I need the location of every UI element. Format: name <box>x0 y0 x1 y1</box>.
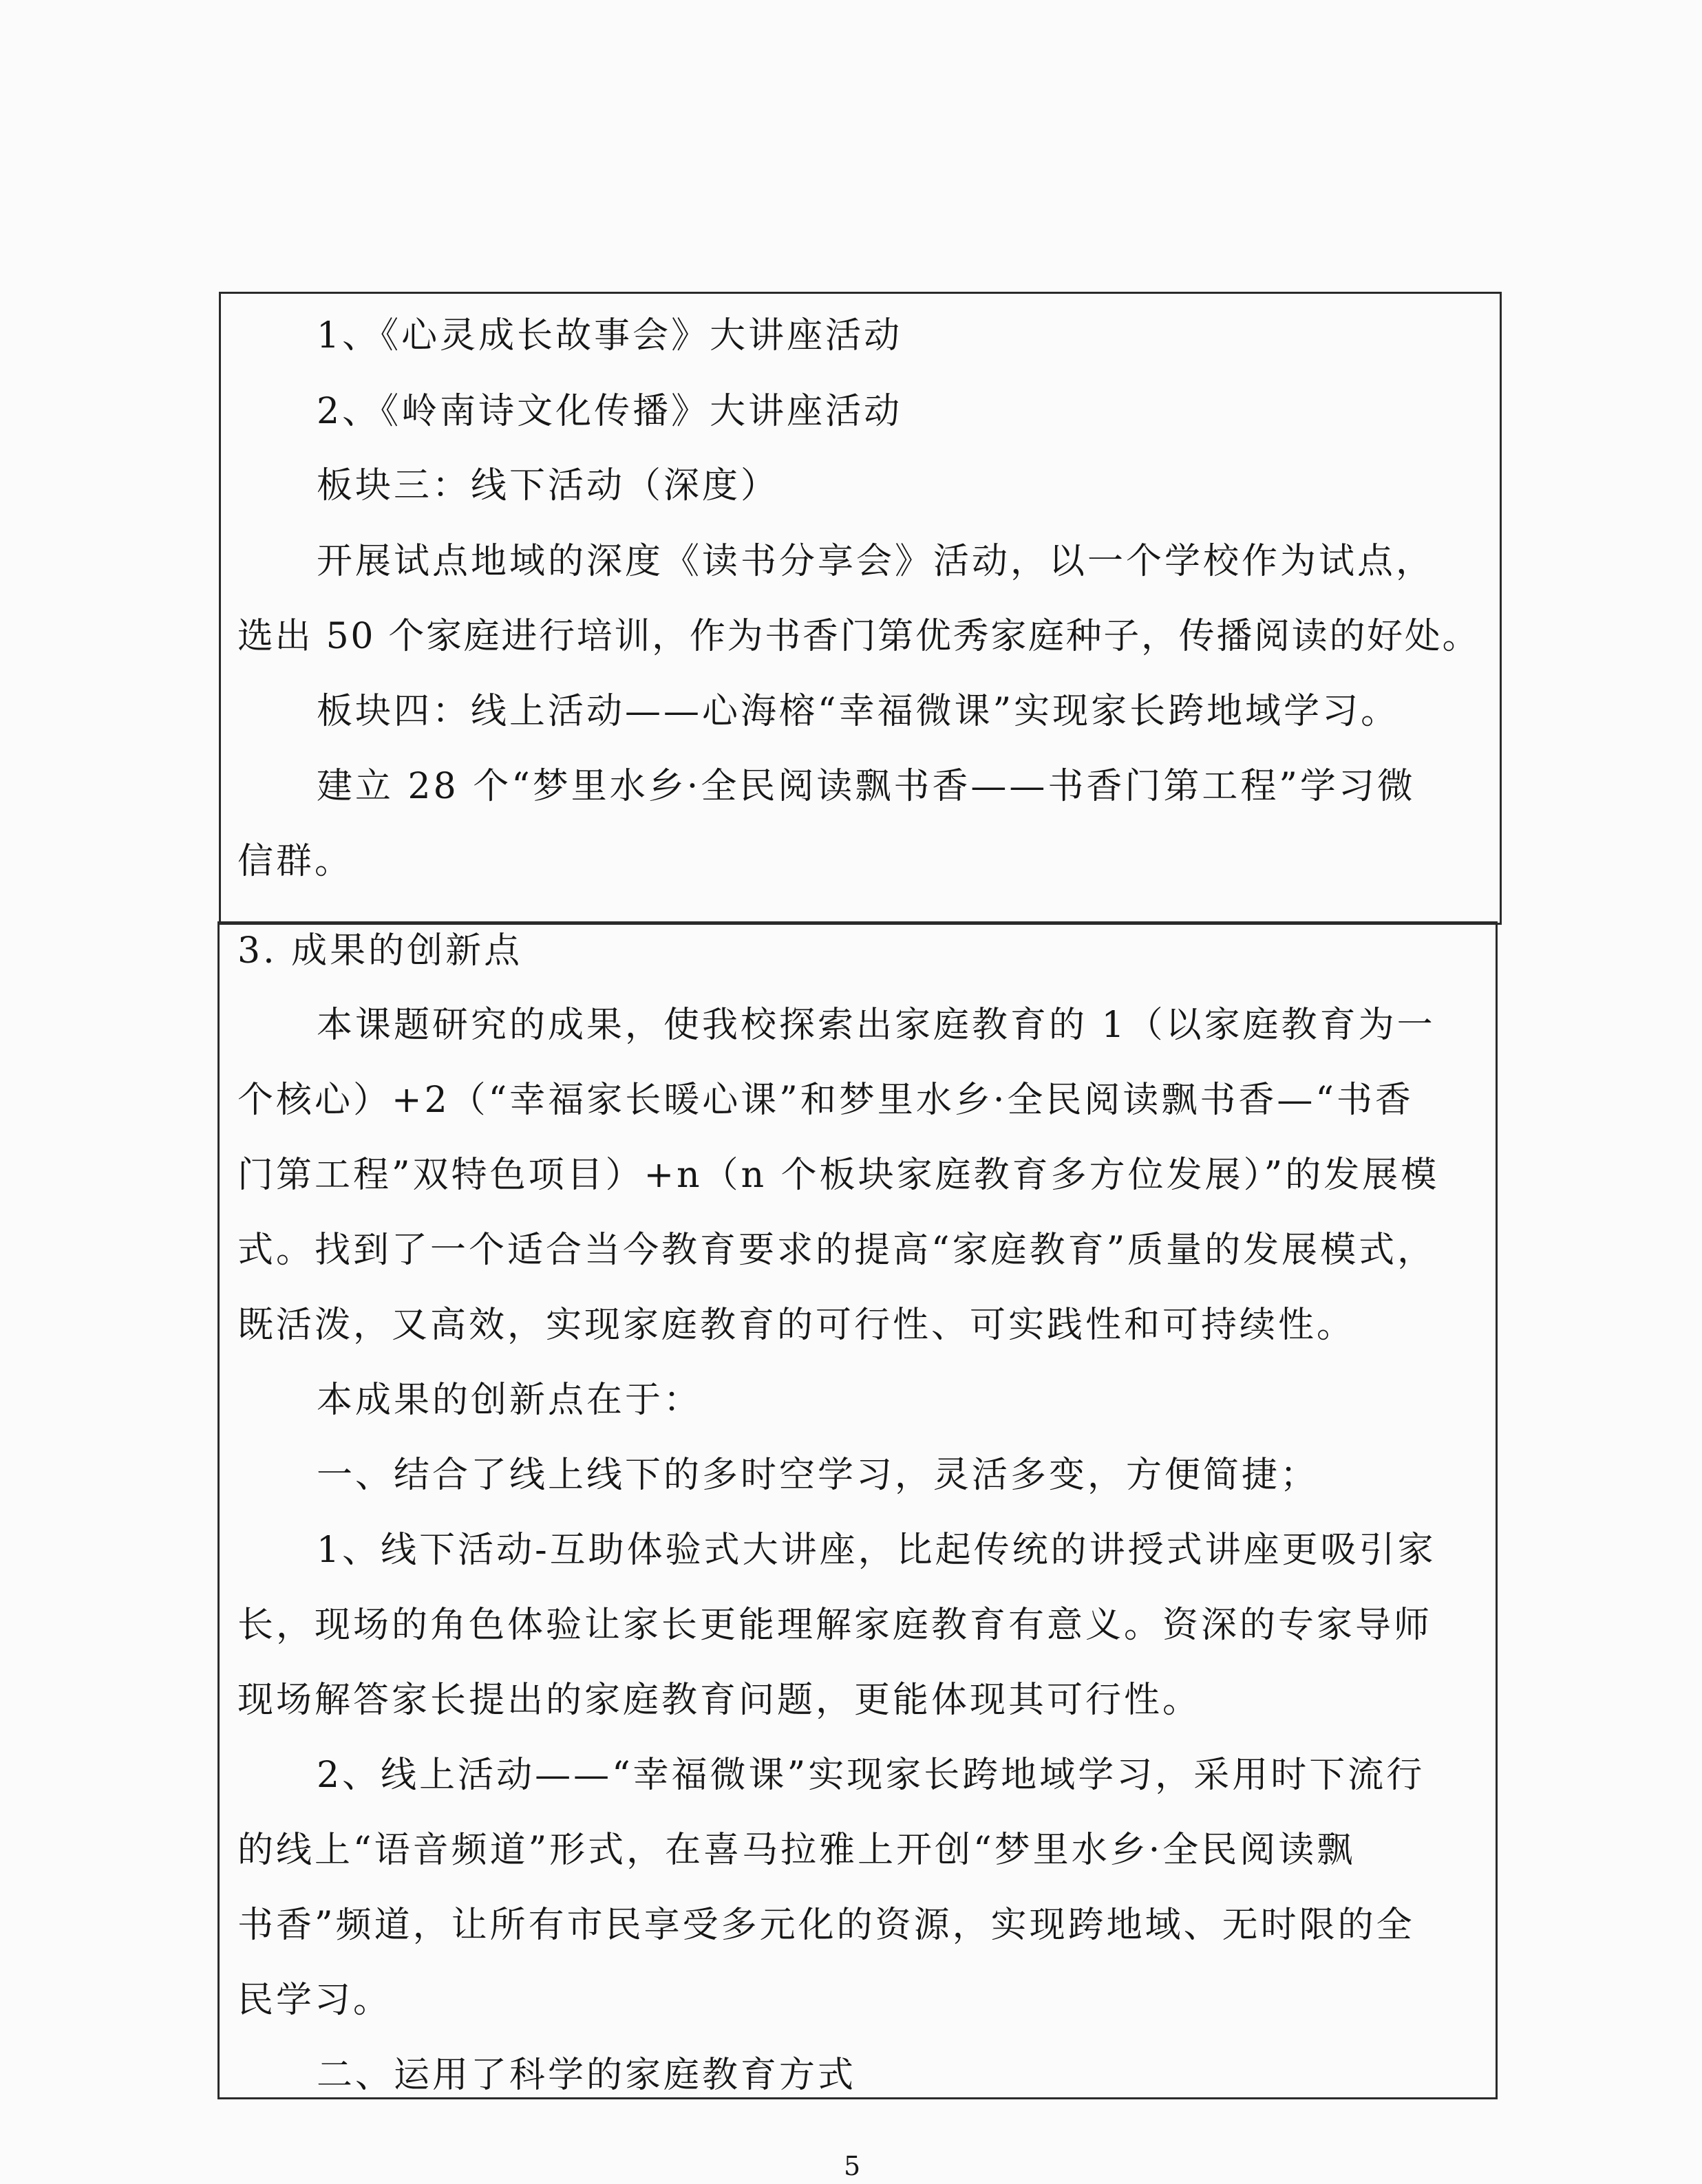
text-line: 板块三：线下活动（深度） <box>317 465 780 506</box>
text-line: 2、线上活动——“幸福微课”实现家长跨地域学习，采用时下流行 <box>317 1755 1425 1796</box>
text-line: 本成果的创新点在于： <box>317 1380 703 1421</box>
text-line: 门第工程”双特色项目）+n（n 个板块家庭教育多方位发展）”的发展模 <box>237 1155 1440 1196</box>
section-heading: 3. 成果的创新点 <box>237 930 523 972</box>
text-line: 1、《心灵成长故事会》大讲座活动 <box>317 315 903 356</box>
text-line: 现场解答家长提出的家庭教育问题，更能体现其可行性。 <box>237 1680 1202 1721</box>
page-number: 5 <box>844 2151 861 2181</box>
text-line: 1、线下活动-互助体验式大讲座，比起传统的讲授式讲座更吸引家 <box>317 1530 1436 1571</box>
text-line: 建立 28 个“梦里水乡·全民阅读飘书香——书香门第工程”学习微 <box>317 766 1416 807</box>
text-line: 本课题研究的成果，使我校探索出家庭教育的 1（以家庭教育为一 <box>317 1005 1436 1046</box>
text-line: 二、运用了科学的家庭教育方式 <box>317 2055 857 2096</box>
text-line: 个核心）+2（“幸福家长暖心课”和梦里水乡·全民阅读飘书香—“书香 <box>237 1080 1414 1121</box>
text-line: 板块四：线上活动——心海榕“幸福微课”实现家长跨地域学习。 <box>317 691 1400 732</box>
text-line: 选出 50 个家庭进行培训，作为书香门第优秀家庭种子，传播阅读的好处。 <box>237 616 1480 657</box>
text-line: 一、结合了线上线下的多时空学习，灵活多变，方便简捷； <box>317 1455 1319 1496</box>
text-line: 长，现场的角色体验让家长更能理解家庭教育有意义。资深的专家导师 <box>237 1605 1433 1646</box>
text-line: 既活泼，又高效，实现家庭教育的可行性、可实践性和可持续性。 <box>237 1305 1356 1346</box>
content-box-activities <box>219 292 1502 925</box>
text-line: 开展试点地域的深度《读书分享会》活动，以一个学校作为试点， <box>317 541 1435 582</box>
text-line: 民学习。 <box>237 1980 392 2021</box>
text-line: 书香”频道，让所有市民享受多元化的资源，实现跨地域、无时限的全 <box>237 1905 1415 1946</box>
text-line: 2、《岭南诗文化传播》大讲座活动 <box>317 391 903 432</box>
text-line: 式。找到了一个适合当今教育要求的提高“家庭教育”质量的发展模式， <box>237 1230 1436 1271</box>
text-line: 的线上“语音频道”形式，在喜马拉雅上开创“梦里水乡·全民阅读飘 <box>237 1830 1356 1871</box>
text-line: 信群。 <box>237 841 354 882</box>
